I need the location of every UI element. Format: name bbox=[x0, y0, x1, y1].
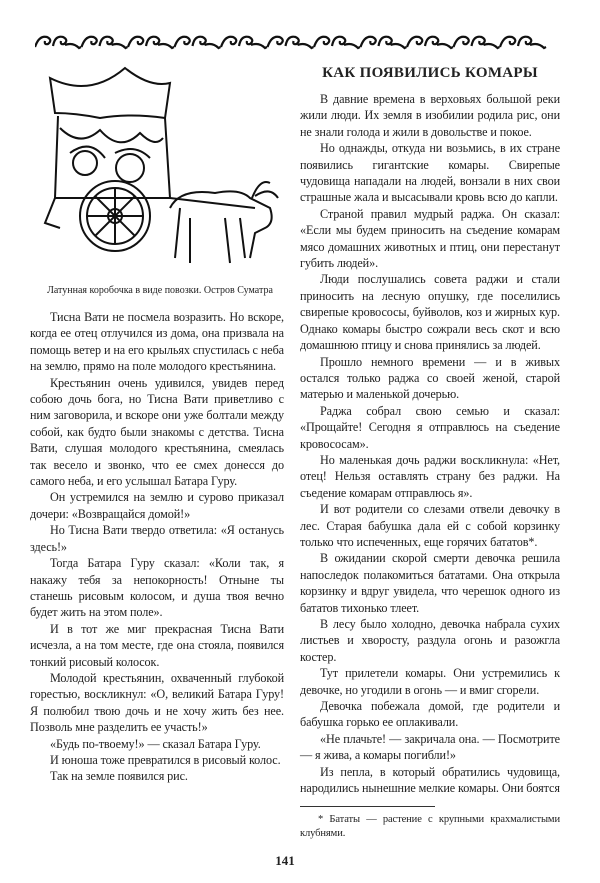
illustration-caption: Латунная коробочка в виде повозки. Остров Суматра bbox=[47, 285, 273, 296]
paragraph: Тут прилетели комары. Они устремились к девочке, но угодили в огонь — и вмиг сгорели. bbox=[300, 666, 560, 697]
wave-ornament bbox=[361, 37, 407, 48]
paragraph: Прошло немного времени — и в живых остался только раджа со своей женой, старой матерью и маленькой дочерью. bbox=[300, 354, 560, 402]
paragraph: Люди послушались совета раджи и стали приносить на лесную опушку, где поселились свирепые кровососы, буйволов, коз и жирных кур. Однако комары быстро сожрали весь скот и всю домашнюю птицу и снова принялись за людей. bbox=[300, 272, 560, 353]
paragraph: Тисна Вати не посмела возразить. Но вскоре, когда ее отец отлучился из дома, она призвала на помощь ветер и на его крыльях спустилась с неба на землю, прямо на поле молодого крестьянина. bbox=[30, 310, 284, 374]
wave-ornament bbox=[128, 37, 174, 48]
wave-ornament bbox=[35, 37, 81, 48]
paragraph: Молодой крестьянин, охваченный глубокой горестью, воскликнул: «О, великий Батара Гуру! Я полюбил твою дочь и не хочу жить без нее. Позволь мне разделить ее участь!» bbox=[30, 670, 284, 735]
paragraph: В давние времена в верховьях большой реки жили люди. Их земля в изобилии родила рис, они не знали голода и жили в довольстве и покое. bbox=[300, 92, 560, 139]
paragraph: Но однажды, откуда ни возьмись, в их стране появились гигантские комары. Свирепые чудовища нападали на людей, вонзали в них свои страшные жала и высасывали кровь всю до капли. bbox=[300, 141, 560, 205]
paragraph: И юноша тоже превратился в рисовый колос. bbox=[50, 752, 281, 767]
page-number: 141 bbox=[275, 853, 295, 868]
wave-ornament bbox=[175, 37, 221, 48]
footnote: * Бататы — растение с крупными крахмалистыми клубнями. bbox=[300, 814, 560, 840]
paragraph: Из пепла, в который обратились чудовища, народились нынешние мелкие комары. Они боятся bbox=[300, 764, 560, 796]
paragraph: Он устремился на землю и сурово приказал дочери: «Возвращайся домой!» bbox=[30, 490, 284, 521]
paragraph: Крестьянин очень удивился, увидев перед собою дочь бога, но Тисна Вати приветливо с ним заговорила, и вскоре они уже болтали между собой, как будто были знакомы с детства. Тисна Вати, слушая молодого крестьянина, смеялась так весело и звонко, что ее смех донесся до самого неба, и его услышал Батара Гуру. bbox=[30, 375, 284, 489]
paragraph: В лесу было холодно, девочка набрала сухих листьев и хворосту, раздула огонь и разожгла костер. bbox=[300, 617, 560, 664]
ornamental-border bbox=[35, 32, 547, 50]
wave-ornament bbox=[407, 37, 453, 48]
paragraph: Так на земле появился рис. bbox=[50, 769, 188, 784]
paragraph: Девочка побежала домой, где родители и бабушка горько ее оплакивали. bbox=[300, 699, 560, 730]
wave-ornament bbox=[268, 37, 314, 48]
paragraph: «Не плачьте! — закричала она. — Посмотрите — я жива, а комары погибли!» bbox=[300, 731, 560, 763]
paragraph: В ожидании скорой смерти девочка решила напоследок полакомиться бататами. Она открыла корзинку и вдруг увидела, что черешок одного из бататов тихонько тлеет. bbox=[300, 551, 560, 615]
wave-ornament bbox=[221, 37, 267, 48]
paragraph: Но маленькая дочь раджи воскликнула: «Нет, отец! Нельзя оставлять страну без раджи. На съедение комарам отправлюсь я». bbox=[300, 452, 560, 500]
paragraph: Страной правил мудрый раджа. Он сказал: «Если мы будем приносить на съедение комарам мясо домашних животных и птиц, они перестанут губить людей». bbox=[300, 206, 560, 271]
paragraph: Но Тисна Вати твердо ответила: «Я останусь здесь!» bbox=[30, 523, 284, 554]
paragraph: И в тот же миг прекрасная Тисна Вати исчезла, а на том месте, где она стояла, появился тонкий рисовый колосок. bbox=[30, 621, 284, 669]
footnote-rule bbox=[300, 806, 435, 807]
right-column-text bbox=[300, 91, 560, 841]
wave-ornament bbox=[314, 37, 360, 48]
paragraph: Раджа собрал свою семью и сказал: «Прощайте! Сегодня я отправлюсь на съедение кровососам». bbox=[300, 403, 560, 451]
story-title: КАК ПОЯВИЛИСЬ КОМАРЫ bbox=[322, 65, 538, 81]
paragraph: «Будь по-твоему!» — сказал Батара Гуру. bbox=[50, 736, 261, 751]
cart-illustration bbox=[30, 58, 285, 283]
paragraph: И вот родители со слезами отвели девочку в лес. Старая бабушка дала ей с собой корзинку только что испеченных, еще горячих бататов*. bbox=[300, 502, 560, 549]
wave-ornament bbox=[454, 37, 500, 48]
left-column-text bbox=[30, 309, 284, 785]
wave-ornament bbox=[500, 37, 546, 48]
wave-ornament bbox=[82, 37, 128, 48]
paragraph: Тогда Батара Гуру сказал: «Коли так, я накажу тебя за непокорность! Отныне ты станешь рисовым колосом, и душа твоя вечно будет жить на этом поле». bbox=[30, 556, 284, 620]
